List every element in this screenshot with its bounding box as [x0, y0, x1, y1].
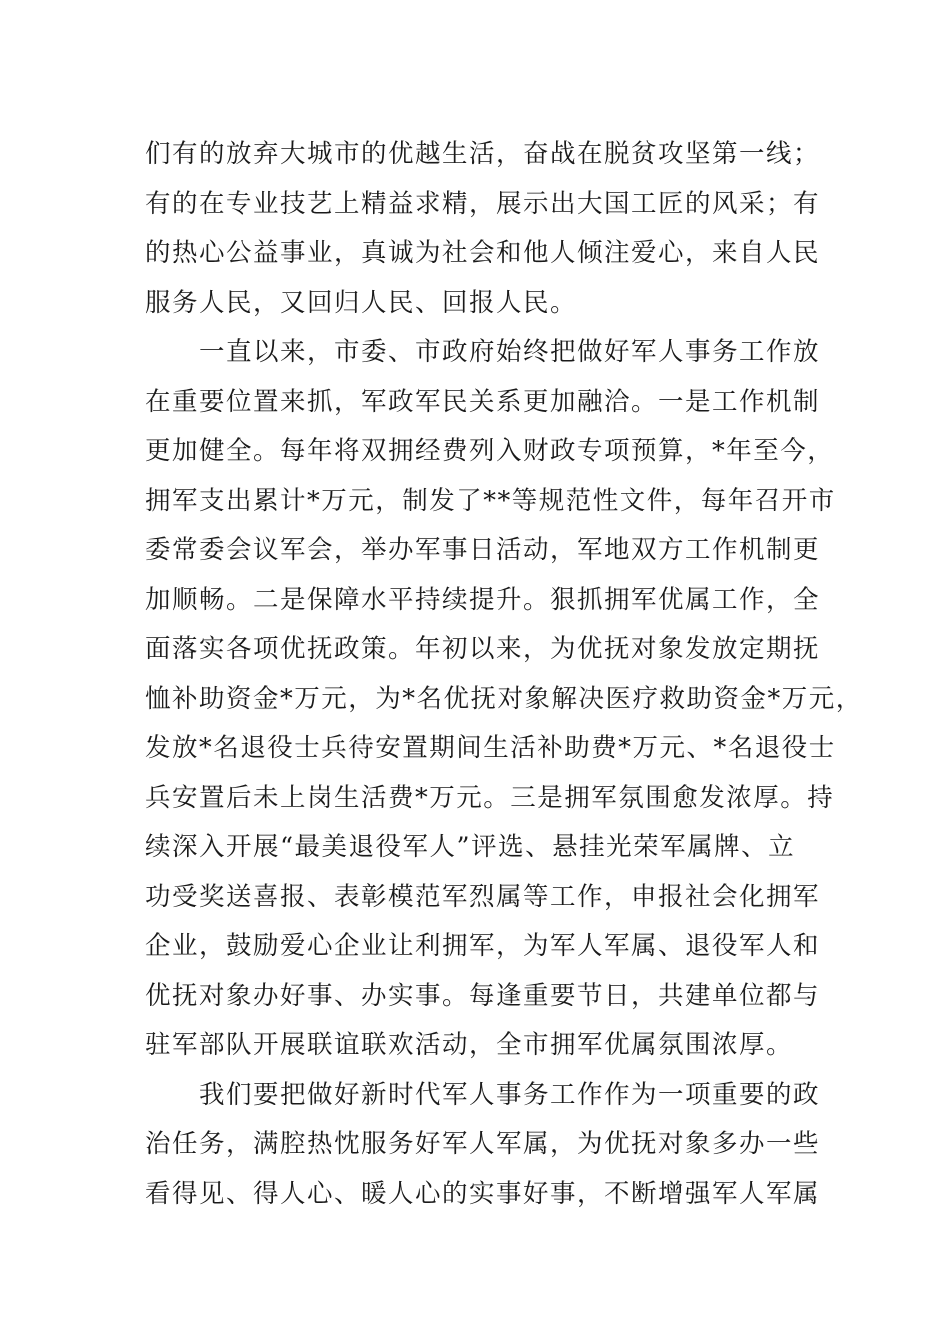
text-line: 服务人民，又回归人民、回报人民。 [145, 287, 578, 318]
text-line: 加顺畅。二是保障水平持续提升。狠抓拥军优属工作，全 [145, 584, 821, 615]
text-line: 兵安置后未上岗生活费*万元。三是拥军氛围愈发浓厚。持 [145, 782, 835, 813]
document-body [145, 130, 863, 1219]
text-line: 的热心公益事业，真诚为社会和他人倾注爱心，来自人民 [145, 238, 821, 268]
text-line: 在重要位置来抓，军政军民关系更加融洽。一是工作机制 [145, 386, 821, 417]
text-line: 看得见、得人心、暖人心的实事好事，不断增强军人军属 [145, 1178, 821, 1209]
text-line: 们有的放弃大城市的优越生活，奋战在脱贫攻坚第一线； [145, 139, 821, 169]
text-line: 拥军支出累计*万元，制发了**等规范性文件，每年召开市 [145, 485, 836, 516]
text-line: 一直以来，市委、市政府始终把做好军人事务工作放 [199, 337, 821, 367]
text-line: 恤补助资金*万元，为*名优抚对象解决医疗救助资金*万元， [145, 683, 863, 714]
text-line: 面落实各项优抚政策。年初以来，为优抚对象发放定期抚 [145, 634, 821, 664]
paragraph-1 [145, 130, 825, 328]
text-line: 委常委会议军会，举办军事日活动，军地双方工作机制更 [145, 535, 821, 565]
text-line: 优抚对象办好事、办实事。每逢重要节日，共建单位都与 [145, 980, 821, 1011]
text-line: 更加健全。每年将双拥经费列入财政专项预算，*年至今， [145, 436, 835, 466]
paragraph-2 [145, 328, 863, 1071]
paragraph-3 [145, 1071, 825, 1220]
text-line: 功受奖送喜报、表彰模范军烈属等工作，申报社会化拥军 [145, 881, 821, 912]
text-line: 驻军部队开展联谊联欢活动，全市拥军优属氛围浓厚。 [145, 1030, 794, 1060]
text-line: 治任务，满腔热忱服务好军人军属，为优抚对象多办一些 [145, 1129, 821, 1159]
text-line: 发放*名退役士兵待安置期间生活补助费*万元、*名退役士 [145, 733, 836, 763]
text-line: 续深入开展“最美退役军人”评选、悬挂光荣军属牌、立 [145, 832, 796, 862]
text-line: 有的在专业技艺上精益求精，展示出大国工匠的风采；有 [145, 188, 821, 219]
text-line: 企业，鼓励爱心企业让利拥军，为军人军属、退役军人和 [145, 931, 821, 961]
text-line: 我们要把做好新时代军人事务工作作为一项重要的政 [199, 1079, 821, 1110]
